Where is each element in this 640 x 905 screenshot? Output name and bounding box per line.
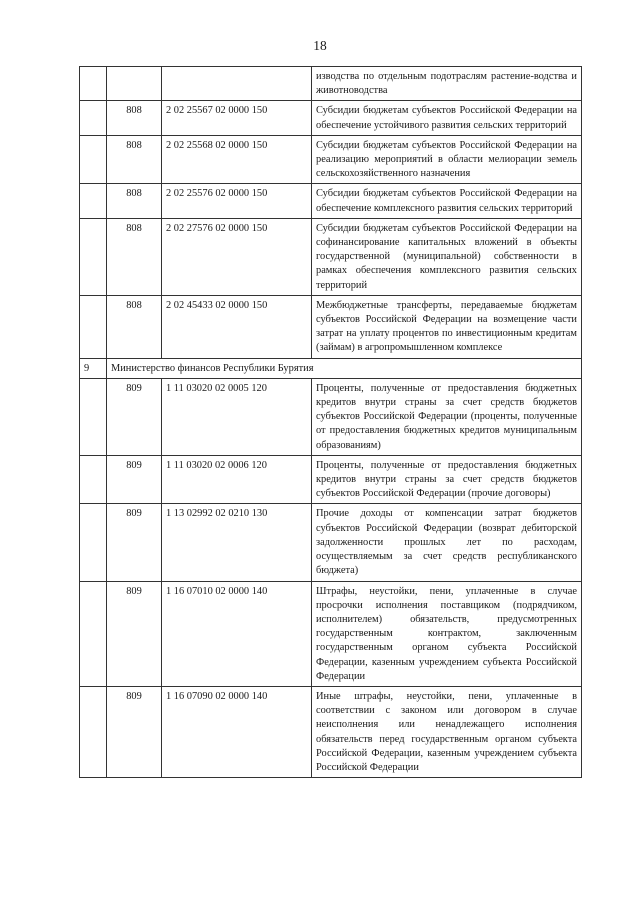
admin-code-cell: 808: [107, 184, 162, 218]
revenue-code-cell: 2 02 25568 02 0000 150: [162, 135, 312, 184]
table-row: [80, 67, 582, 101]
description-cell: изводства по отдельным подотраслям растение-водства и животноводства: [312, 67, 582, 101]
table-body-agriculture: [80, 67, 582, 778]
revenue-code-cell: 2 02 25567 02 0000 150: [162, 101, 312, 135]
admin-code-cell: 809: [107, 581, 162, 686]
description-cell: Штрафы, неустойки, пени, уплаченные в случае просрочки исполнения поставщиком (подрядчиком, исполнителем) обязательств, предусмотренных государственным контрактом, заключенным государственным органом субъекта Российской Федерации, казенным учреждением субъекта Российской Федерации: [312, 581, 582, 686]
row-number-cell: [80, 581, 107, 686]
table-row: [80, 686, 582, 777]
row-number-cell: [80, 378, 107, 455]
ministry-name-cell: Министерство финансов Республики Бурятия: [107, 358, 582, 378]
revenue-code-cell: 2 02 25576 02 0000 150: [162, 184, 312, 218]
revenue-classification-table: [79, 66, 582, 778]
row-number-cell: [80, 67, 107, 101]
table-row: [80, 455, 582, 504]
admin-code-cell: 809: [107, 378, 162, 455]
description-cell: Субсидии бюджетам субъектов Российской Федерации на обеспечение комплексного развития сельских территорий: [312, 184, 582, 218]
table-row: [80, 295, 582, 358]
row-number-cell: [80, 295, 107, 358]
table-row: [80, 378, 582, 455]
description-cell: Межбюджетные трансферты, передаваемые бюджетам субъектов Российской Федерации на возмещение части затрат на уплату процентов по инвестиционным кредитам (займам) в агропромышленном комплексе: [312, 295, 582, 358]
description-cell: Проценты, полученные от предоставления бюджетных кредитов внутри страны за счет средств бюджетов субъектов Российской Федерации (прочие договоры): [312, 455, 582, 504]
table-row: [80, 581, 582, 686]
description-cell: Субсидии бюджетам субъектов Российской Федерации на софинансирование капитальных вложений в объекты государственной (муниципальной) собственности в рамках обеспечения комплексного развития сельских территорий: [312, 218, 582, 295]
revenue-code-cell: 1 16 07010 02 0000 140: [162, 581, 312, 686]
admin-code-cell: 808: [107, 135, 162, 184]
revenue-code-cell: 1 11 03020 02 0006 120: [162, 455, 312, 504]
revenue-code-cell: 2 02 27576 02 0000 150: [162, 218, 312, 295]
table-row: [80, 135, 582, 184]
page-number: 18: [313, 38, 327, 53]
description-cell: Проценты, полученные от предоставления бюджетных кредитов внутри страны за счет средств бюджетов субъектов Российской Федерации (проценты, полученные от предоставления бюджетных кредитов муниципальным образованиям): [312, 378, 582, 455]
row-number-cell: [80, 504, 107, 581]
admin-code-cell: 808: [107, 101, 162, 135]
revenue-code-cell: 1 13 02992 02 0210 130: [162, 504, 312, 581]
admin-code-cell: 808: [107, 218, 162, 295]
description-cell: Субсидии бюджетам субъектов Российской Федерации на обеспечение устойчивого развития сельских территорий: [312, 101, 582, 135]
admin-code-cell: 809: [107, 686, 162, 777]
row-number-cell: [80, 455, 107, 504]
revenue-code-cell: [162, 67, 312, 101]
admin-code-cell: 809: [107, 455, 162, 504]
description-cell: Прочие доходы от компенсации затрат бюджетов субъектов Российской Федерации (возврат дебиторской задолженности прошлых лет по расходам, осуществляемым за счет средств республиканского бюджета): [312, 504, 582, 581]
row-number-cell: [80, 218, 107, 295]
admin-code-cell: 808: [107, 295, 162, 358]
table-row: [80, 101, 582, 135]
admin-code-cell: [107, 67, 162, 101]
admin-code-cell: 809: [107, 504, 162, 581]
ministry-number-cell: 9: [80, 358, 107, 378]
row-number-cell: [80, 101, 107, 135]
table-row: [80, 218, 582, 295]
revenue-code-cell: 1 11 03020 02 0005 120: [162, 378, 312, 455]
description-cell: Субсидии бюджетам субъектов Российской Федерации на реализацию мероприятий в области мелиорации земель сельскохозяйственного назначения: [312, 135, 582, 184]
description-cell: Иные штрафы, неустойки, пени, уплаченные в соответствии с законом или договором в случае неисполнения или ненадлежащего исполнения обязательств перед государственным органом субъекта Российской Федерации, казенным учреждением субъекта Российской Федерации: [312, 686, 582, 777]
table-row: [80, 504, 582, 581]
ministry-row: [80, 358, 582, 378]
revenue-code-cell: 1 16 07090 02 0000 140: [162, 686, 312, 777]
row-number-cell: [80, 135, 107, 184]
row-number-cell: [80, 686, 107, 777]
revenue-code-cell: 2 02 45433 02 0000 150: [162, 295, 312, 358]
row-number-cell: [80, 184, 107, 218]
table-row: [80, 184, 582, 218]
